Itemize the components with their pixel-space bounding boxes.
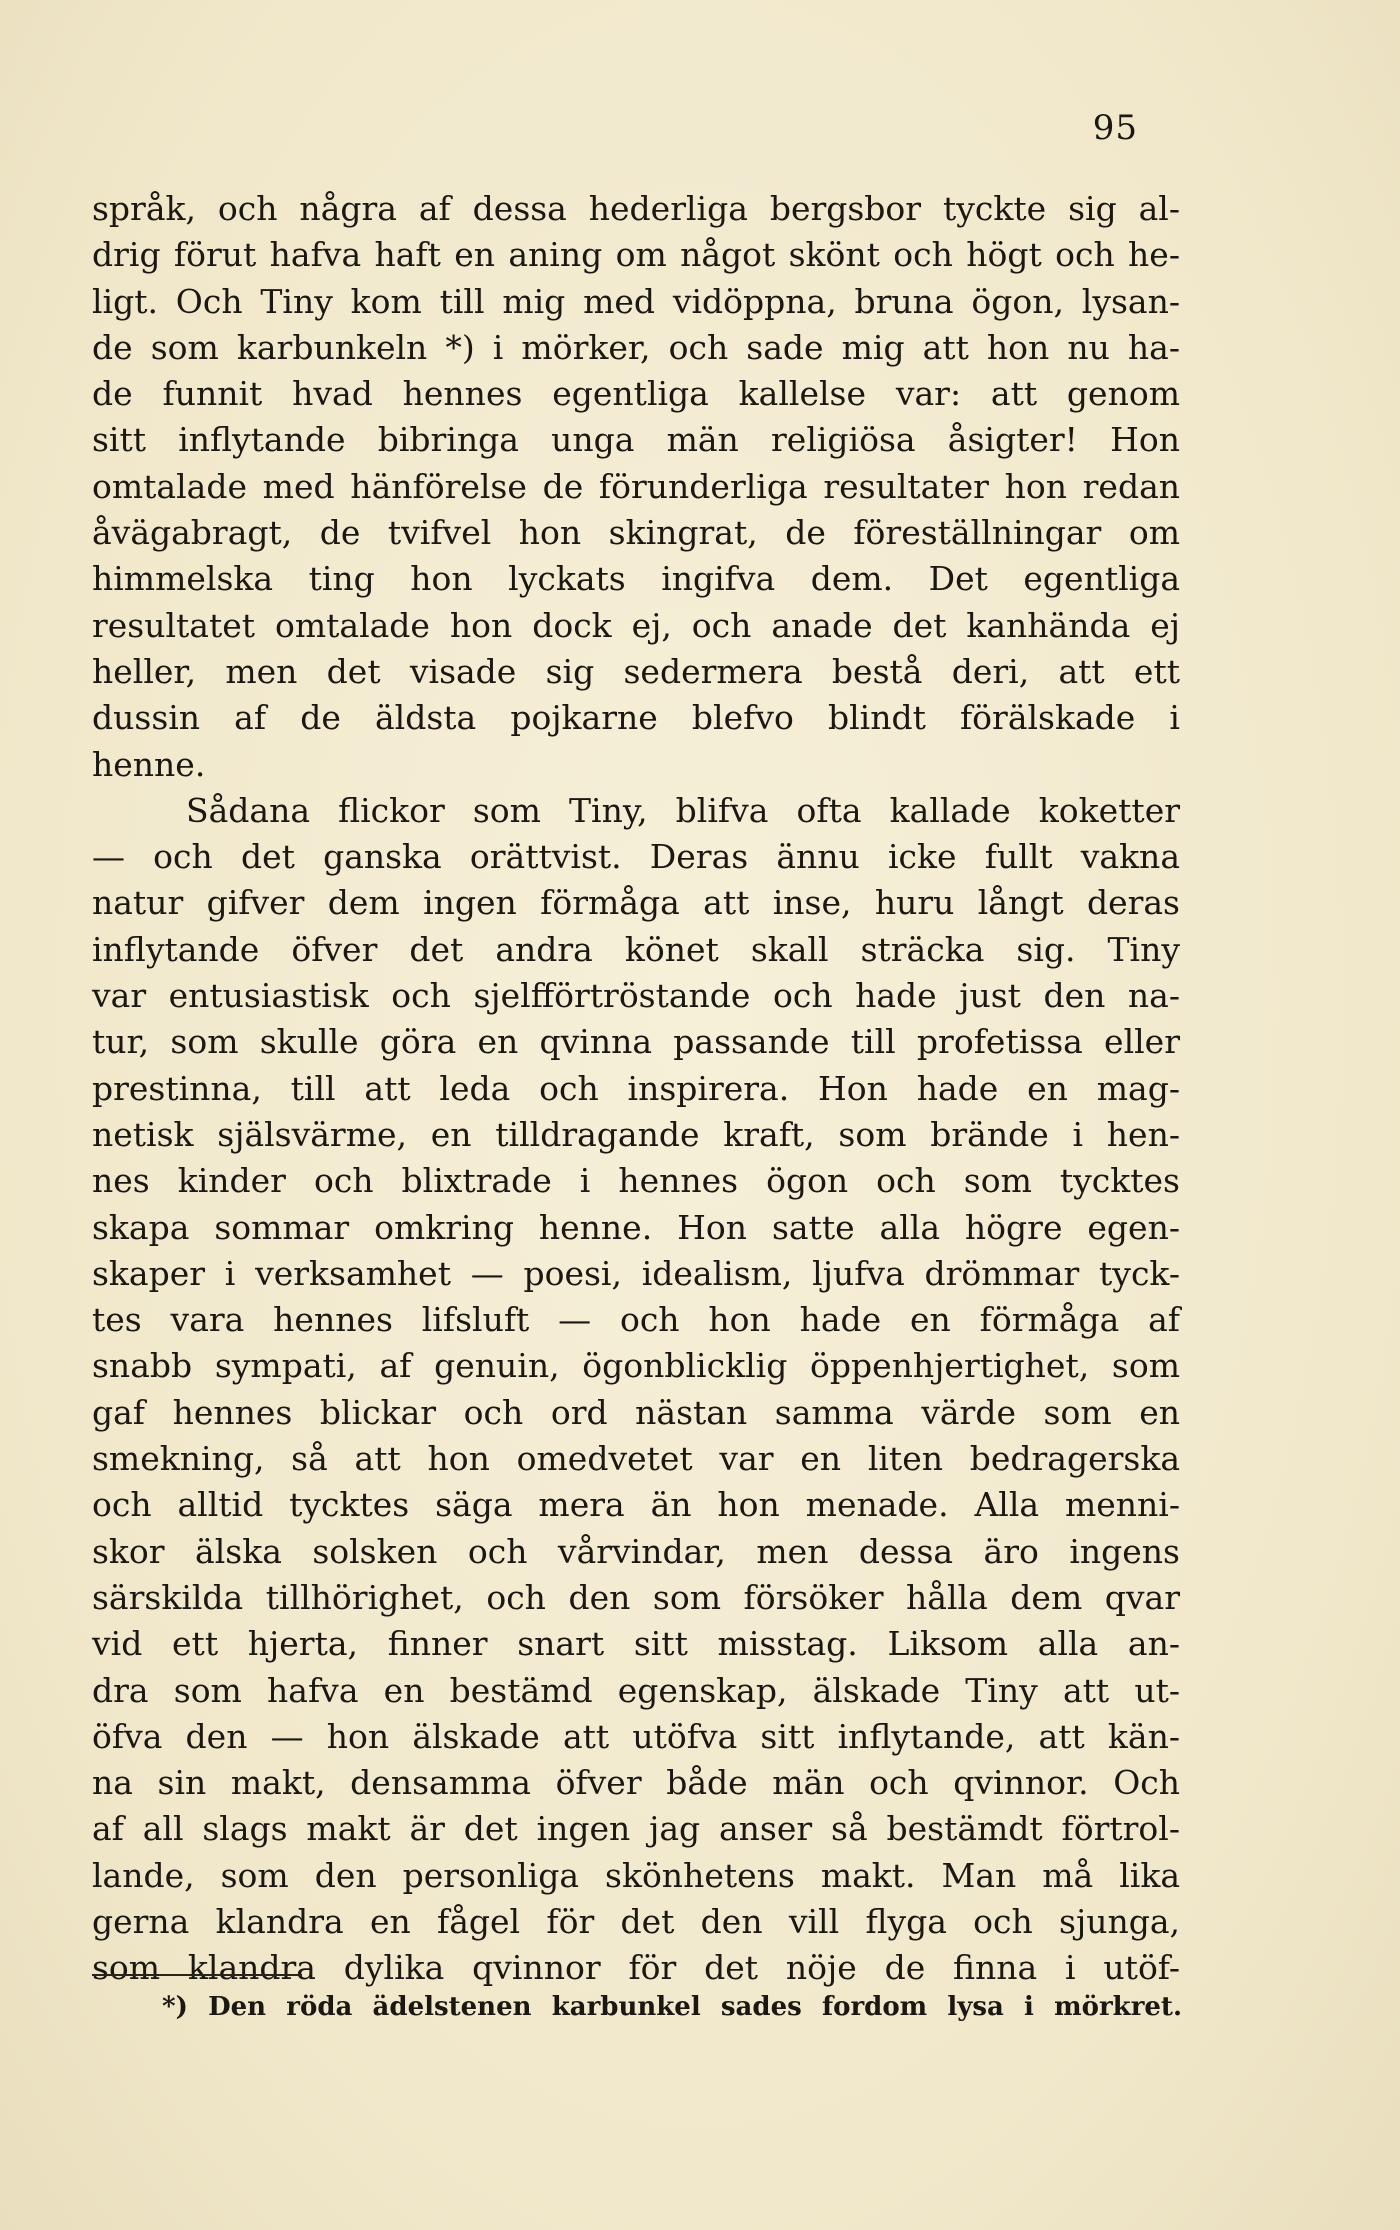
text-line: inflytande öfver det andra könet skall sträcka sig. Tiny bbox=[92, 929, 1180, 969]
text-line: henne. bbox=[92, 744, 206, 784]
text-line: lande, som den personliga skönhetens makt. Man må lika bbox=[92, 1855, 1180, 1895]
text-line: tes vara hennes lifsluft — och hon hade en förmåga af bbox=[92, 1300, 1180, 1340]
footnote: *) Den röda ädelstenen karbunkel sades fordom lysa i mörkret. bbox=[162, 1992, 1182, 2022]
text-line: nes kinder och blixtrade i hennes ögon och som tycktes bbox=[92, 1161, 1180, 1201]
text-line: omtalade med hänförelse de förunderliga resultater hon redan bbox=[92, 466, 1180, 506]
text-line: dra som hafva en bestämd egenskap, älskade Tiny att ut- bbox=[92, 1670, 1180, 1710]
text-line: gerna klandra en fågel för det den vill flyga och sjunga, bbox=[92, 1901, 1180, 1941]
text-line: vid ett hjerta, finner snart sitt misstag. Liksom alla an- bbox=[92, 1624, 1180, 1664]
text-line: som klandra dylika qvinnor för det nöje de finna i utöf- bbox=[92, 1948, 1180, 1988]
text-line: tur, som skulle göra en qvinna passande till profetissa eller bbox=[92, 1022, 1180, 1062]
page-number: 95 bbox=[1092, 108, 1138, 148]
text-line: särskilda tillhörighet, och den som försöker hålla dem qvar bbox=[92, 1577, 1180, 1617]
text-line: drig förut hafva haft en aning om något skönt och högt och he- bbox=[92, 235, 1180, 275]
text-line: dussin af de äldsta pojkarne blefvo blindt förälskade i bbox=[92, 698, 1180, 738]
text-line: prestinna, till att leda och inspirera. Hon hade en mag- bbox=[92, 1068, 1180, 1108]
text-line: himmelska ting hon lyckats ingifva dem. Det egentliga bbox=[92, 559, 1180, 599]
text-line: skor älska solsken och vårvindar, men dessa äro ingens bbox=[92, 1531, 1180, 1571]
text-line: gaf hennes blickar och ord nästan samma värde som en bbox=[92, 1392, 1180, 1432]
text-line: åvägabragt, de tvifvel hon skingrat, de föreställningar om bbox=[92, 513, 1180, 553]
text-line: öfva den — hon älskade att utöfva sitt inflytande, att kän- bbox=[92, 1716, 1180, 1756]
text-line: natur gifver dem ingen förmåga att inse, huru långt deras bbox=[92, 883, 1180, 923]
text-line: snabb sympati, af genuin, ögonblicklig öppenhjertighet, som bbox=[92, 1346, 1180, 1386]
text-line: språk, och några af dessa hederliga bergsbor tyckte sig al- bbox=[92, 189, 1180, 228]
text-line: och alltid tycktes säga mera än hon menade. Alla menni- bbox=[92, 1485, 1180, 1525]
text-line: de funnit hvad hennes egentliga kallelse var: att genom bbox=[92, 374, 1180, 414]
text-line: Sådana flickor som Tiny, blifva ofta kallade koketter bbox=[186, 790, 1180, 830]
text-line: smekning, så att hon omedvetet var en liten bedragerska bbox=[92, 1439, 1180, 1479]
text-line: — och det ganska orättvist. Deras ännu icke fullt vakna bbox=[92, 837, 1180, 877]
text-line: sitt inflytande bibringa unga män religiösa åsigter! Hon bbox=[92, 420, 1180, 460]
text-line: de som karbunkeln *) i mörker, och sade mig att hon nu ha- bbox=[92, 327, 1180, 367]
text-line: ligt. Och Tiny kom till mig med vidöppna, bruna ögon, lysan- bbox=[92, 281, 1180, 321]
text-line: resultatet omtalade hon dock ej, och anade det kanhända ej bbox=[92, 605, 1180, 645]
text-line: heller, men det visade sig sedermera bestå deri, att ett bbox=[92, 651, 1180, 691]
text-line: skapa sommar omkring henne. Hon satte alla högre egen- bbox=[92, 1207, 1180, 1247]
text-line: netisk själsvärme, en tilldragande kraft, som brände i hen- bbox=[92, 1114, 1180, 1154]
text-line: na sin makt, densamma öfver både män och qvinnor. Och bbox=[92, 1763, 1180, 1803]
text-line: af all slags makt är det ingen jag anser så bestämdt förtrol- bbox=[92, 1809, 1180, 1849]
footnote-divider bbox=[92, 1974, 302, 1976]
text-line: var entusiastisk och sjelfförtröstande och hade just den na- bbox=[92, 976, 1180, 1016]
body-text bbox=[92, 186, 1180, 1992]
text-line: skaper i verksamhet — poesi, idealism, ljufva drömmar tyck- bbox=[92, 1253, 1180, 1293]
